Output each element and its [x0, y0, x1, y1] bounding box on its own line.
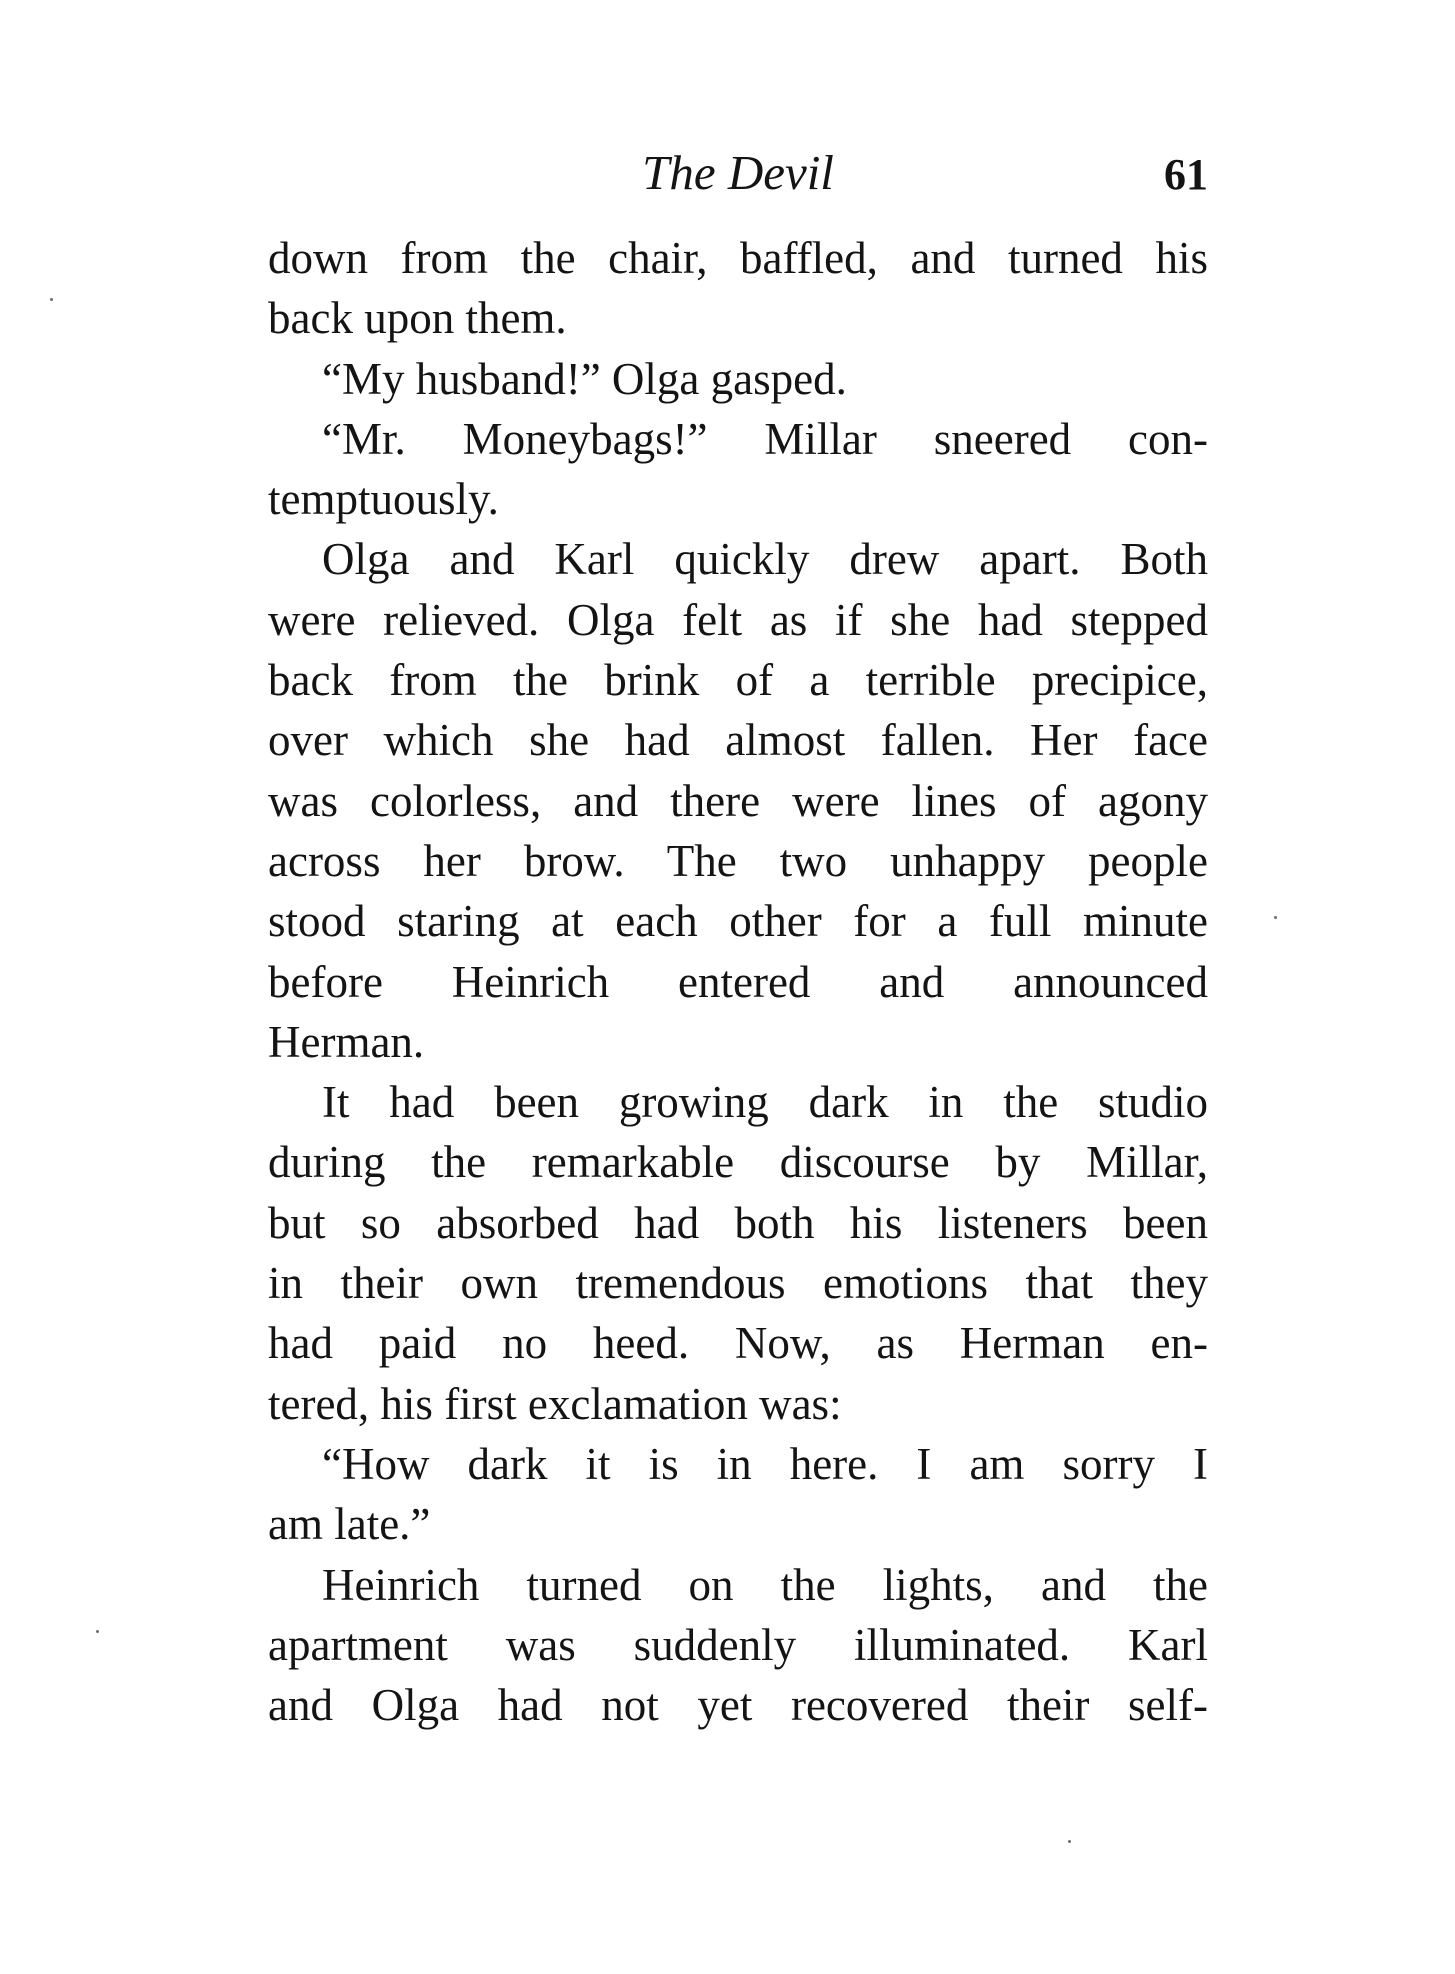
- text-line: before Heinrich entered and announced: [268, 956, 1208, 1007]
- text-line: were relieved. Olga felt as if she had stepped: [268, 594, 1208, 645]
- text-line: across her brow. The two unhappy people: [268, 835, 1208, 886]
- scan-speck: [1068, 1840, 1071, 1843]
- text-line: and Olga had not yet recovered their self-: [268, 1680, 1208, 1731]
- scan-speck: [50, 298, 53, 301]
- text-line: “My husband!” Olga gasped.: [322, 353, 847, 404]
- running-header: [268, 138, 1208, 208]
- text-line: over which she had almost fallen. Her face: [268, 715, 1208, 766]
- text-line: tered, his first exclamation was:: [268, 1378, 842, 1429]
- text-line: Heinrich turned on the lights, and the: [322, 1559, 1208, 1610]
- text-line: “Mr. Moneybags!” Millar sneered con-: [322, 413, 1208, 464]
- text-line: apartment was suddenly illuminated. Karl: [268, 1619, 1208, 1670]
- text-line: had paid no heed. Now, as Herman en-: [268, 1318, 1208, 1369]
- text-line: back from the brink of a terrible precipice,: [268, 655, 1208, 706]
- text-line: stood staring at each other for a full minute: [268, 896, 1208, 947]
- text-line: Herman.: [268, 1016, 425, 1067]
- scan-speck: [1274, 916, 1277, 919]
- text-line: but so absorbed had both his listeners been: [268, 1197, 1208, 1248]
- running-title: The Devil: [642, 145, 834, 200]
- text-line: It had been growing dark in the studio: [322, 1077, 1208, 1128]
- text-line: during the remarkable discourse by Millar,: [268, 1137, 1208, 1188]
- page-number: 61: [1164, 150, 1208, 199]
- text-line: was colorless, and there were lines of agony: [268, 775, 1208, 826]
- text-line: temptuously.: [268, 474, 499, 525]
- text-line: Olga and Karl quickly drew apart. Both: [322, 534, 1208, 585]
- scan-speck: [96, 1630, 99, 1633]
- text-line: “How dark it is in here. I am sorry I: [322, 1438, 1208, 1489]
- text-line: down from the chair, baffled, and turned his: [268, 233, 1208, 283]
- text-line: am late.”: [268, 1499, 431, 1550]
- body-text: [268, 228, 1208, 1735]
- text-line: back upon them.: [268, 293, 567, 344]
- text-line: in their own tremendous emotions that they: [268, 1258, 1208, 1309]
